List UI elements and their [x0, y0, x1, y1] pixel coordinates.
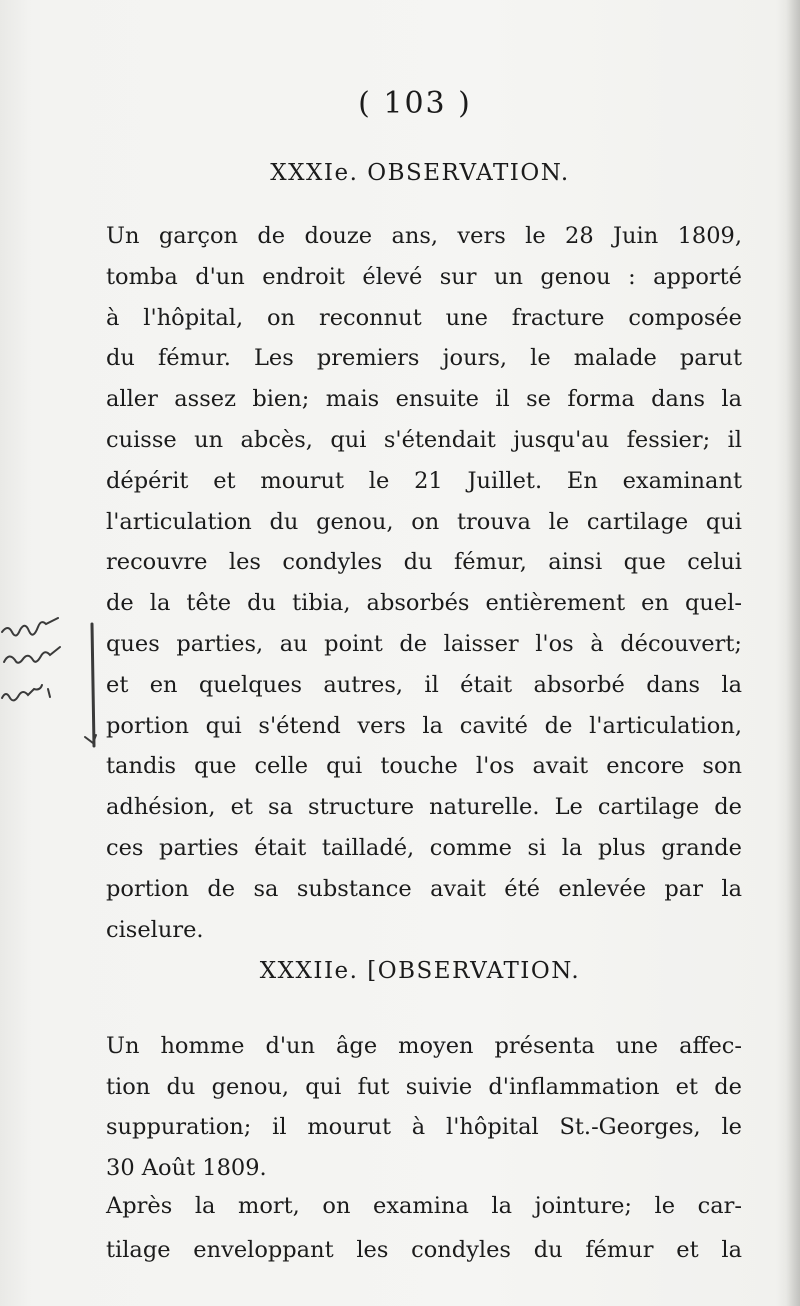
text-line: dépérit et mourut le 21 Juillet. En examinant [106, 467, 742, 494]
text-line: à l'hôpital, on reconnut une fracture composée [106, 304, 742, 331]
text-line: portion de sa substance avait été enlevée par la [106, 875, 742, 902]
text-line: aller assez bien; mais ensuite il se forma dans la [106, 386, 742, 413]
text-line: portion qui s'étend vers la cavité de l'articulation, [106, 712, 742, 739]
text-line: du fémur. Les premiers jours, le malade parut [106, 345, 742, 372]
page-spine-shadow [786, 0, 800, 1306]
text-line: tandis que celle qui touche l'os avait encore son [106, 753, 742, 780]
text-line: adhésion, et sa structure naturelle. Le cartilage de [106, 794, 742, 821]
text-line: l'articulation du genou, on trouva le cartilage qui [106, 508, 742, 535]
text-line: 30 Août 1809. [106, 1154, 267, 1181]
section-heading-31: XXXIe. OBSERVATION. [270, 160, 570, 186]
observation-32-paragraph-2 [106, 1184, 742, 1272]
text-line: recouvre les condyles du fémur, ainsi que celui [106, 549, 742, 576]
text-line: Après la mort, on examina la jointure; le car- [106, 1193, 742, 1219]
text-line: Un garçon de douze ans, vers le 28 Juin 1809, [106, 223, 742, 249]
text-line: tilage enveloppant les condyles du fémur et la [106, 1237, 742, 1263]
observation-32-paragraph-1 [106, 1026, 742, 1188]
handwritten-margin-annotation [0, 612, 100, 752]
text-line: et en quelques autres, il était absorbé dans la [106, 671, 742, 698]
text-line: cuisse un abcès, qui s'étendait jusqu'au fessier; il [106, 426, 742, 453]
observation-31-paragraph [106, 216, 742, 950]
page-number: ( 103 ) [358, 86, 472, 121]
handwriting-scribble-icon [0, 612, 100, 752]
text-line: tion du genou, qui fut suivie d'inflammation et de [106, 1073, 742, 1100]
text-line: de la tête du tibia, absorbés entièrement en quel- [106, 590, 742, 617]
text-line: suppuration; il mourut à l'hôpital St.-Georges, le [106, 1114, 742, 1140]
section-heading-32: XXXIIe. [OBSERVATION. [259, 958, 581, 984]
text-line: Un homme d'un âge moyen présenta une affec- [106, 1033, 742, 1059]
text-line: ces parties était tailladé, comme si la plus grande [106, 834, 742, 861]
text-line: ciselure. [106, 916, 204, 943]
text-line: tomba d'un endroit élevé sur un genou : apporté [106, 263, 742, 290]
text-line: ques parties, au point de laisser l'os à découvert; [106, 630, 742, 657]
